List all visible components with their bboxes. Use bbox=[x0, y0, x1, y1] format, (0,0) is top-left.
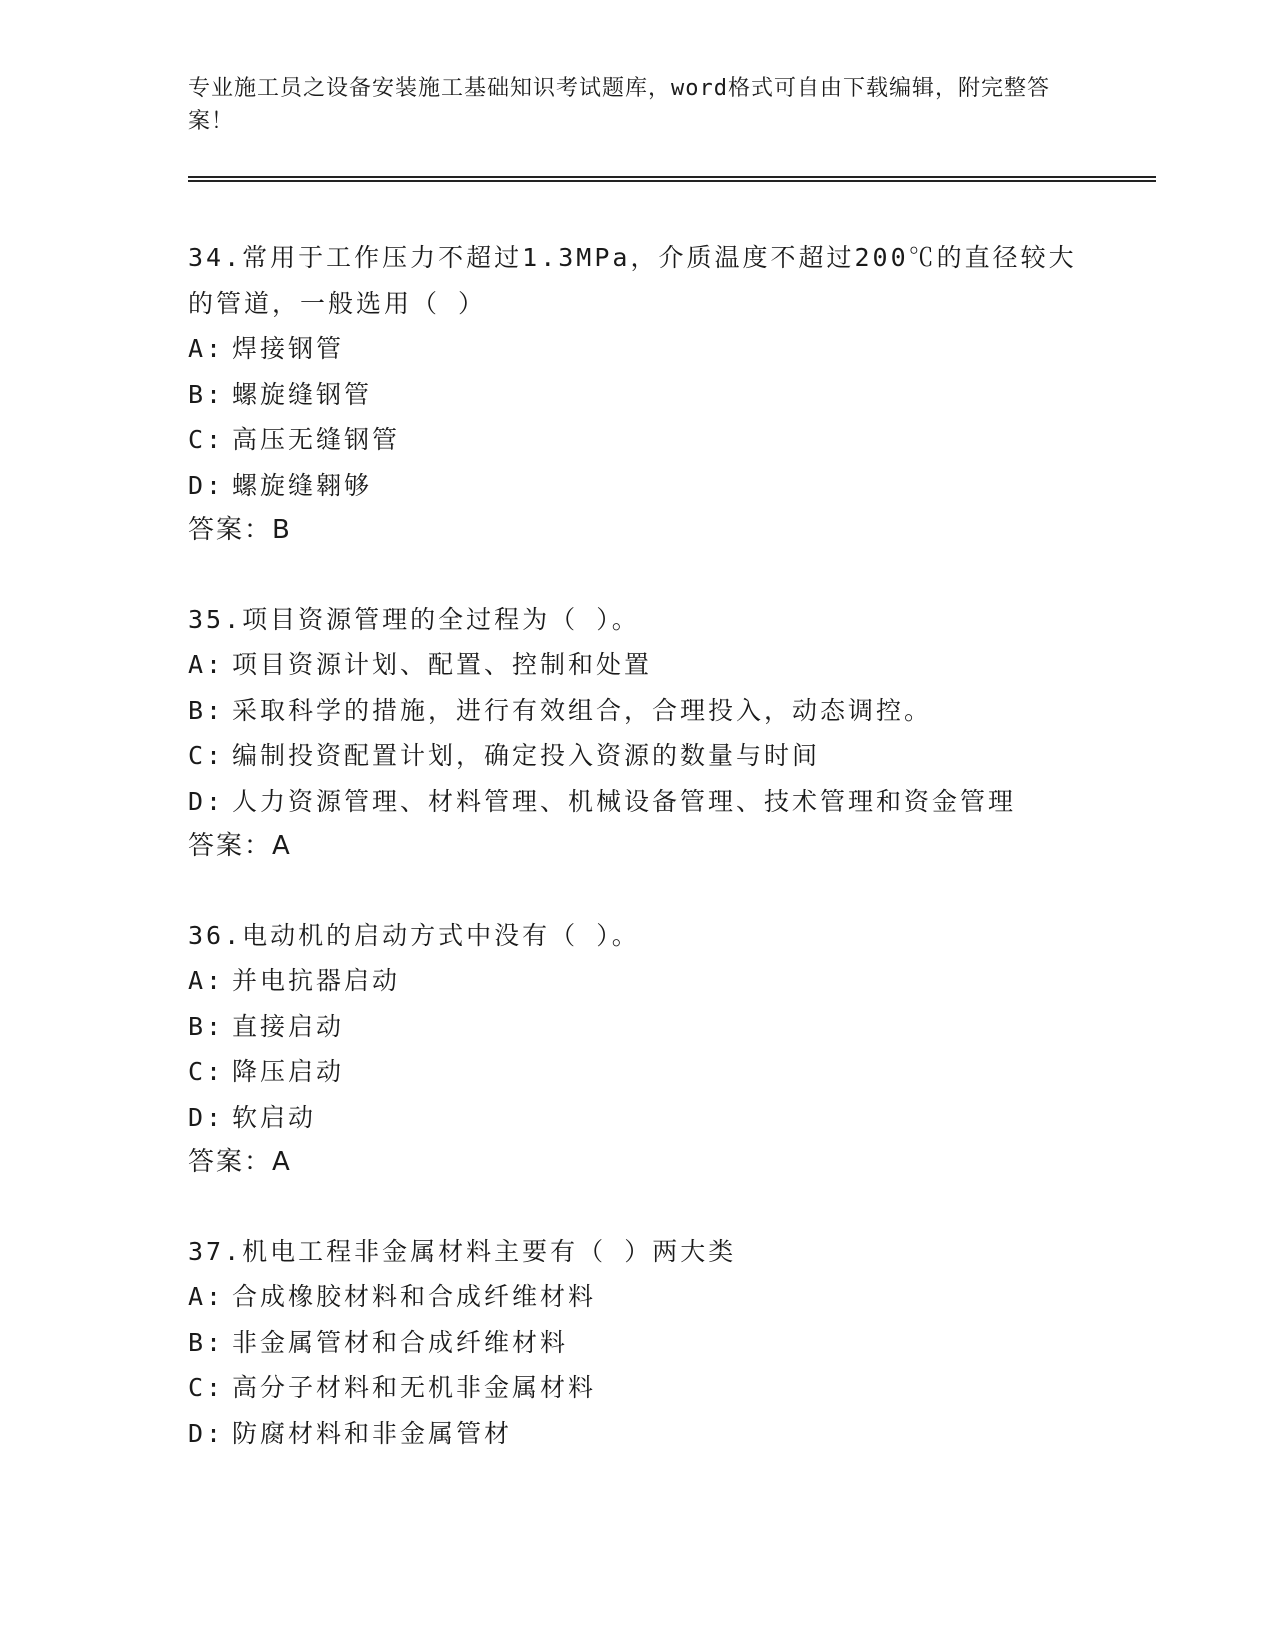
document-header: 专业施工员之设备安装施工基础知识考试题库，word格式可自由下载编辑，附完整答案！ bbox=[188, 76, 1050, 134]
question-number: 36. bbox=[188, 920, 243, 950]
option-letter: B: bbox=[188, 1327, 225, 1357]
option-c bbox=[188, 1365, 1088, 1411]
question-34 bbox=[188, 235, 1088, 554]
option-d bbox=[188, 1411, 1088, 1457]
option-letter: C: bbox=[188, 1057, 225, 1086]
question-text: 电动机的启动方式中没有（ ）。 bbox=[242, 920, 640, 950]
option-c bbox=[188, 417, 1088, 463]
question-37 bbox=[188, 1229, 1088, 1457]
option-letter: A: bbox=[188, 334, 225, 363]
option-text: 并电抗器启动 bbox=[232, 966, 401, 995]
answer-line: 答案：A bbox=[188, 831, 292, 861]
option-text: 防腐材料和非金属管材 bbox=[232, 1418, 513, 1448]
option-a bbox=[188, 958, 1088, 1004]
option-a bbox=[188, 642, 1088, 688]
option-text: 软启动 bbox=[232, 1102, 317, 1132]
option-d bbox=[188, 1095, 1088, 1141]
option-c bbox=[188, 1049, 1088, 1095]
question-stem bbox=[188, 597, 1088, 643]
option-b bbox=[188, 688, 1088, 734]
option-letter: B: bbox=[188, 695, 225, 725]
option-a bbox=[188, 1274, 1088, 1320]
option-a bbox=[188, 326, 1088, 372]
question-text: 常用于工作压力不超过1.3MPa，介质温度不超过200℃的直径较大的管道，一般选用（ ） bbox=[188, 243, 1077, 318]
option-letter: D: bbox=[188, 1102, 225, 1132]
option-b bbox=[188, 1320, 1088, 1366]
question-stem bbox=[188, 913, 1088, 959]
option-letter: B: bbox=[188, 1011, 225, 1041]
option-text: 螺旋缝钢管 bbox=[232, 379, 373, 409]
question-35 bbox=[188, 597, 1088, 870]
answer-line: 答案：A bbox=[188, 1147, 292, 1177]
option-c bbox=[188, 733, 1088, 779]
option-text: 焊接钢管 bbox=[232, 334, 345, 363]
option-text: 直接启动 bbox=[232, 1011, 345, 1041]
question-36 bbox=[188, 913, 1088, 1186]
option-d bbox=[188, 463, 1088, 509]
question-text: 机电工程非金属材料主要有（ ）两大类 bbox=[242, 1236, 737, 1266]
option-d bbox=[188, 779, 1088, 825]
option-text: 项目资源计划、配置、控制和处置 bbox=[232, 650, 653, 679]
option-text: 非金属管材和合成纤维材料 bbox=[232, 1327, 569, 1357]
option-text: 高压无缝钢管 bbox=[232, 425, 401, 454]
option-text: 螺旋缝翱够 bbox=[232, 470, 373, 500]
option-text: 编制投资配置计划，确定投入资源的数量与时间 bbox=[232, 741, 821, 770]
option-b bbox=[188, 372, 1088, 418]
option-letter: A: bbox=[188, 1282, 225, 1311]
question-stem bbox=[188, 235, 1088, 326]
option-text: 人力资源管理、材料管理、机械设备管理、技术管理和资金管理 bbox=[232, 786, 1017, 816]
question-number: 37. bbox=[188, 1236, 243, 1266]
option-letter: D: bbox=[188, 786, 225, 816]
header-double-rule bbox=[188, 176, 1156, 182]
option-b bbox=[188, 1004, 1088, 1050]
question-stem bbox=[188, 1229, 1088, 1275]
question-text: 项目资源管理的全过程为（ ）。 bbox=[242, 604, 640, 634]
option-letter: D: bbox=[188, 1418, 225, 1448]
option-text: 高分子材料和无机非金属材料 bbox=[232, 1373, 597, 1402]
option-letter: C: bbox=[188, 741, 225, 770]
question-number: 35. bbox=[188, 604, 243, 634]
option-letter: C: bbox=[188, 1373, 225, 1402]
option-letter: A: bbox=[188, 966, 225, 995]
option-text: 合成橡胶材料和合成纤维材料 bbox=[232, 1282, 597, 1311]
option-text: 采取科学的措施，进行有效组合，合理投入，动态调控。 bbox=[232, 695, 933, 725]
answer-line: 答案：B bbox=[188, 515, 292, 545]
option-letter: A: bbox=[188, 650, 225, 679]
option-text: 降压启动 bbox=[232, 1057, 345, 1086]
option-letter: D: bbox=[188, 470, 225, 500]
option-letter: B: bbox=[188, 379, 225, 409]
question-number: 34. bbox=[188, 243, 243, 272]
option-letter: C: bbox=[188, 425, 225, 454]
question-list bbox=[188, 235, 1088, 1499]
